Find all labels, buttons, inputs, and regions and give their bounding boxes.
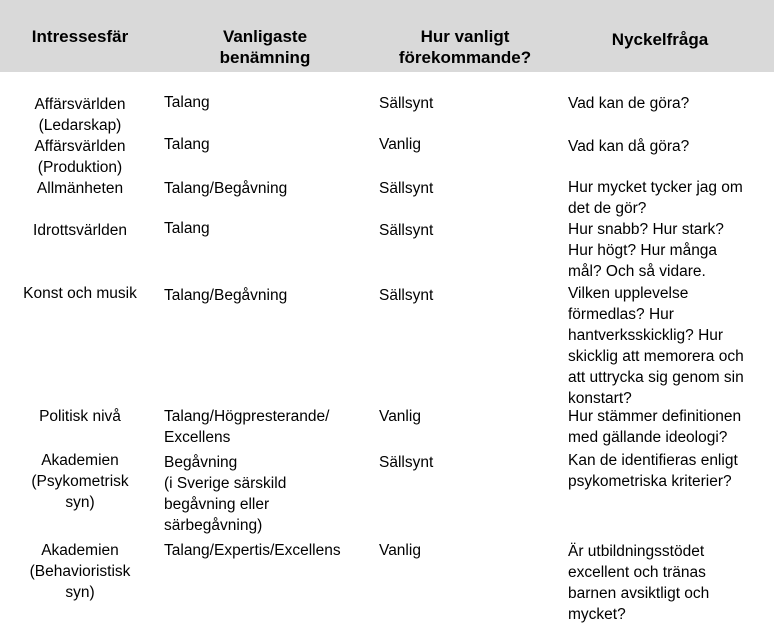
cell-key-question: [568, 93, 689, 114]
cell-line: Talang: [164, 136, 210, 153]
header-freq-line1: Hur vanligt: [420, 27, 510, 46]
cell-line: Begåvning: [164, 454, 238, 471]
cell-name: [164, 452, 286, 536]
cell-line: Kan de identifieras enligt: [568, 452, 738, 469]
cell-key-question: [568, 283, 744, 409]
cell-line: Hur stämmer definitionen: [568, 408, 742, 425]
cell-line: begåvning eller: [164, 496, 270, 513]
cell-frequency: Sällsynt: [379, 180, 434, 197]
header-name-line2: benämning: [219, 48, 311, 67]
header-name-line1: Vanligaste: [222, 27, 308, 46]
cell-line: mål? Och så vidare.: [568, 263, 706, 280]
cell-line: psykometriska kriterier?: [568, 473, 732, 490]
cell-key-question: [568, 219, 724, 282]
cell-line: Vad kan då göra?: [568, 138, 690, 155]
cell-line: mycket?: [568, 606, 626, 623]
cell-line: (Psykometrisk: [31, 473, 129, 490]
header-name: [160, 26, 370, 68]
cell-line: (i Sverige särskild: [164, 475, 287, 492]
cell-name: [164, 218, 210, 239]
cell-line: med gällande ideologi?: [568, 429, 728, 446]
cell-frequency: Sällsynt: [379, 222, 434, 239]
cell-line: att uttrycka sig genom sin: [568, 369, 744, 386]
cell-frequency: Vanlig: [379, 408, 421, 425]
cell-line: Konst och musik: [23, 285, 137, 302]
cell-line: barnen avsiktligt och: [568, 585, 710, 602]
cell-line: Vad kan de göra?: [568, 95, 690, 112]
header-key-question: Nyckelfråga: [611, 30, 709, 49]
cell-interest: [5, 136, 155, 178]
cell-line: det de gör?: [568, 200, 647, 217]
cell-interest: [5, 94, 155, 136]
cell-interest: [5, 283, 155, 304]
cell-frequency: Sällsynt: [379, 454, 434, 471]
cell-line: konstart?: [568, 390, 632, 407]
cell-frequency: Sällsynt: [379, 287, 434, 304]
cell-frequency: Sällsynt: [379, 95, 434, 112]
cell-key-question: [568, 177, 743, 219]
header-freq-line2: förekommande?: [398, 48, 532, 67]
cell-name: [164, 134, 210, 155]
cell-line: syn): [65, 584, 95, 601]
cell-line: Vilken upplevelse: [568, 285, 689, 302]
cell-line: syn): [65, 494, 95, 511]
cell-line: Allmänheten: [36, 180, 124, 197]
cell-frequency: Vanlig: [379, 542, 421, 559]
cell-interest: [5, 178, 155, 199]
cell-line: Affärsvärlden: [34, 96, 126, 113]
cell-name: [164, 540, 341, 561]
cell-name: [164, 178, 287, 199]
cell-line: Politisk nivå: [39, 408, 121, 425]
cell-line: (Produktion): [37, 159, 123, 176]
cell-line: Akademien: [41, 452, 119, 469]
cell-name: [164, 406, 329, 448]
cell-line: Är utbildningsstödet: [568, 543, 705, 560]
cell-frequency: Vanlig: [379, 136, 421, 153]
cell-line: Excellens: [164, 429, 231, 446]
cell-key-question: [568, 541, 709, 625]
cell-line: Talang/Expertis/Excellens: [164, 542, 341, 559]
cell-line: Talang: [164, 94, 210, 111]
cell-line: skicklig att memorera och: [568, 348, 744, 365]
cell-interest: [5, 450, 155, 513]
cell-key-question: [568, 136, 689, 157]
cell-line: Talang/Högpresterande/: [164, 408, 330, 425]
cell-line: Affärsvärlden: [34, 138, 126, 155]
cell-line: hantverksskicklig? Hur: [568, 327, 724, 344]
cell-line: (Ledarskap): [38, 117, 122, 134]
cell-name: [164, 285, 287, 306]
cell-interest: [5, 540, 155, 603]
cell-line: Hur högt? Hur många: [568, 242, 718, 259]
cell-line: Akademien: [41, 542, 119, 559]
cell-interest: [5, 406, 155, 427]
cell-key-question: [568, 406, 741, 448]
cell-line: Talang/Begåvning: [164, 287, 288, 304]
cell-line: särbegåvning): [164, 517, 263, 534]
cell-line: Idrottsvärlden: [33, 222, 127, 239]
header-frequency: [370, 26, 560, 68]
table-header: [0, 0, 774, 72]
cell-key-question: [568, 450, 738, 492]
cell-line: Hur mycket tycker jag om: [568, 179, 743, 196]
cell-interest: [5, 220, 155, 241]
header-interest: Intressesfär: [31, 27, 129, 46]
cell-line: Talang: [164, 220, 210, 237]
cell-line: Talang/Begåvning: [164, 180, 288, 197]
cell-name: [164, 92, 210, 113]
cell-line: (Behavioristisk: [29, 563, 131, 580]
cell-line: excellent och tränas: [568, 564, 706, 581]
cell-line: Hur snabb? Hur stark?: [568, 221, 724, 238]
cell-line: förmedlas? Hur: [568, 306, 674, 323]
